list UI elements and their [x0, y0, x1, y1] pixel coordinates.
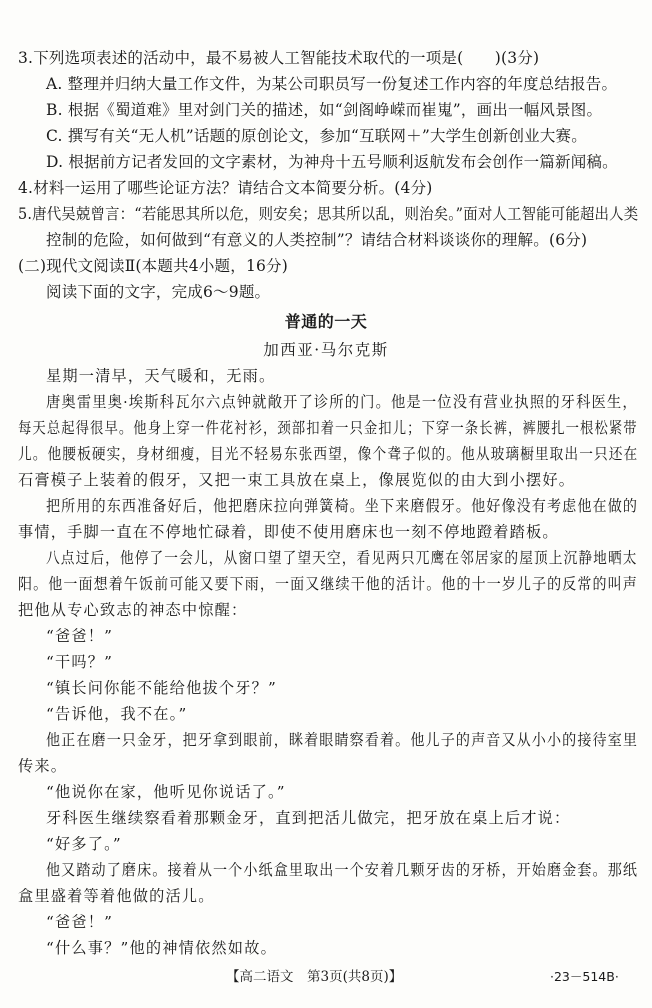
question-3-option-c: C. 撰写有关“无人机”话题的原创论文，参加“互联网＋”大学生创新创业大赛。: [46, 127, 587, 145]
story-line: “好多了。”: [46, 835, 122, 853]
story-line: “爸爸！”: [46, 913, 114, 931]
story-line: “告诉他，我不在。”: [46, 705, 188, 723]
story-line: 他正在磨一只金牙，把牙拿到眼前，眯着眼睛察看着。他儿子的声音又从小小的接待室里: [46, 731, 639, 749]
question-3-option-d: D. 根据前方记者发回的文字素材，为神舟十五号顺利返航发布会创作一篇新闻稿。: [46, 153, 618, 171]
question-3-stem: 3.下列选项表述的活动中，最不易被人工智能技术取代的一项是( )(3分): [18, 49, 540, 67]
story-line: 八点过后，他停了一会儿，从窗口望了望天空，看见两只兀鹰在邻居家的屋顶上沉静地晒太: [46, 549, 638, 567]
story-line: “他说你在家，他听见你说话了。”: [46, 783, 286, 801]
story-line: 每天总起得很早。他身上穿一件花衬衫，颈部扣着一只金扣儿；下穿一条长裤，裤腰扎一根松紧带: [18, 419, 638, 437]
question-5-line-2: 控制的危险，如何做到“有意义的人类控制”？请结合材料谈谈你的理解。(6分): [46, 231, 588, 249]
story-line: “爸爸！”: [46, 627, 114, 645]
page-footer-label: 【高二语文 第3页(共8页)】: [226, 969, 403, 985]
story-line: 石膏模子上装着的假牙，又把一束工具放在桌上，像展览似的由大到小摆好。: [18, 471, 576, 489]
story-line: 星期一清早，天气暖和，无雨。: [46, 367, 276, 385]
story-line: 儿。他腰板硬实，身材细瘦，目光不轻易东张西望，像个聋子似的。他从玻璃橱里取出一只还在: [18, 445, 639, 463]
story-title: 普通的一天: [284, 312, 368, 331]
question-5-line-1: 5.唐代吴兢曾言：“若能思其所以危，则安矣；思其所以乱，则治矣。”面对人工智能可能超出人类: [18, 205, 639, 223]
page-footer-code: ·23－514B·: [550, 969, 619, 984]
story-line: “镇长问你能不能给他拔个牙？”: [46, 679, 277, 697]
section-instruction: 阅读下面的文字，完成6～9题。: [46, 283, 271, 301]
question-3-option-a: A. 整理并归纳大量工作文件，为某公司职员写一份复述工作内容的年度总结报告。: [46, 75, 618, 93]
story-line: 把他从专心致志的神态中惊醒：: [18, 601, 248, 619]
question-3-option-b: B. 根据《蜀道难》里对剑门关的描述，如“剑阁峥嵘而崔嵬”，画出一幅风景图。: [46, 101, 603, 119]
story-line: 传来。: [18, 757, 68, 775]
story-line: 把所用的东西准备好后，他把磨床拉向弹簧椅。坐下来磨假牙。他好像没有考虑他在做的: [46, 497, 639, 515]
story-line: 牙科医生继续察看着那颗金牙，直到把活儿做完，把牙放在桌上后才说：: [46, 809, 571, 827]
story-line: “干吗？”: [46, 653, 114, 671]
story-line: 唐奥雷里奥·埃斯科瓦尔六点钟就敞开了诊所的门。他是一位没有营业执照的牙科医生，: [46, 393, 638, 411]
story-line: “什么事？”他的神情依然如故。: [46, 939, 277, 957]
section-heading: (二)现代文阅读Ⅱ(本题共4小题，16分): [18, 257, 289, 275]
story-author: 加西亚·马尔克斯: [263, 341, 389, 359]
question-4: 4.材料一运用了哪些论证方法？请结合文本简要分析。(4分): [18, 179, 433, 197]
story-line: 他又踏动了磨床。接着从一个小纸盒里取出一个安着几颗牙齿的牙桥，开始磨金套。那纸: [46, 861, 639, 879]
story-line: 阳。他一面想着午饭前可能又要下雨，一面又继续干他的活计。他的十一岁儿子的反常的叫声: [18, 575, 638, 593]
story-line: 盒里盛着等着他做的活儿。: [18, 887, 215, 905]
story-line: 事情，手脚一直在不停地忙碌着，即使不使用磨床也一刻不停地蹬着踏板。: [18, 523, 559, 541]
